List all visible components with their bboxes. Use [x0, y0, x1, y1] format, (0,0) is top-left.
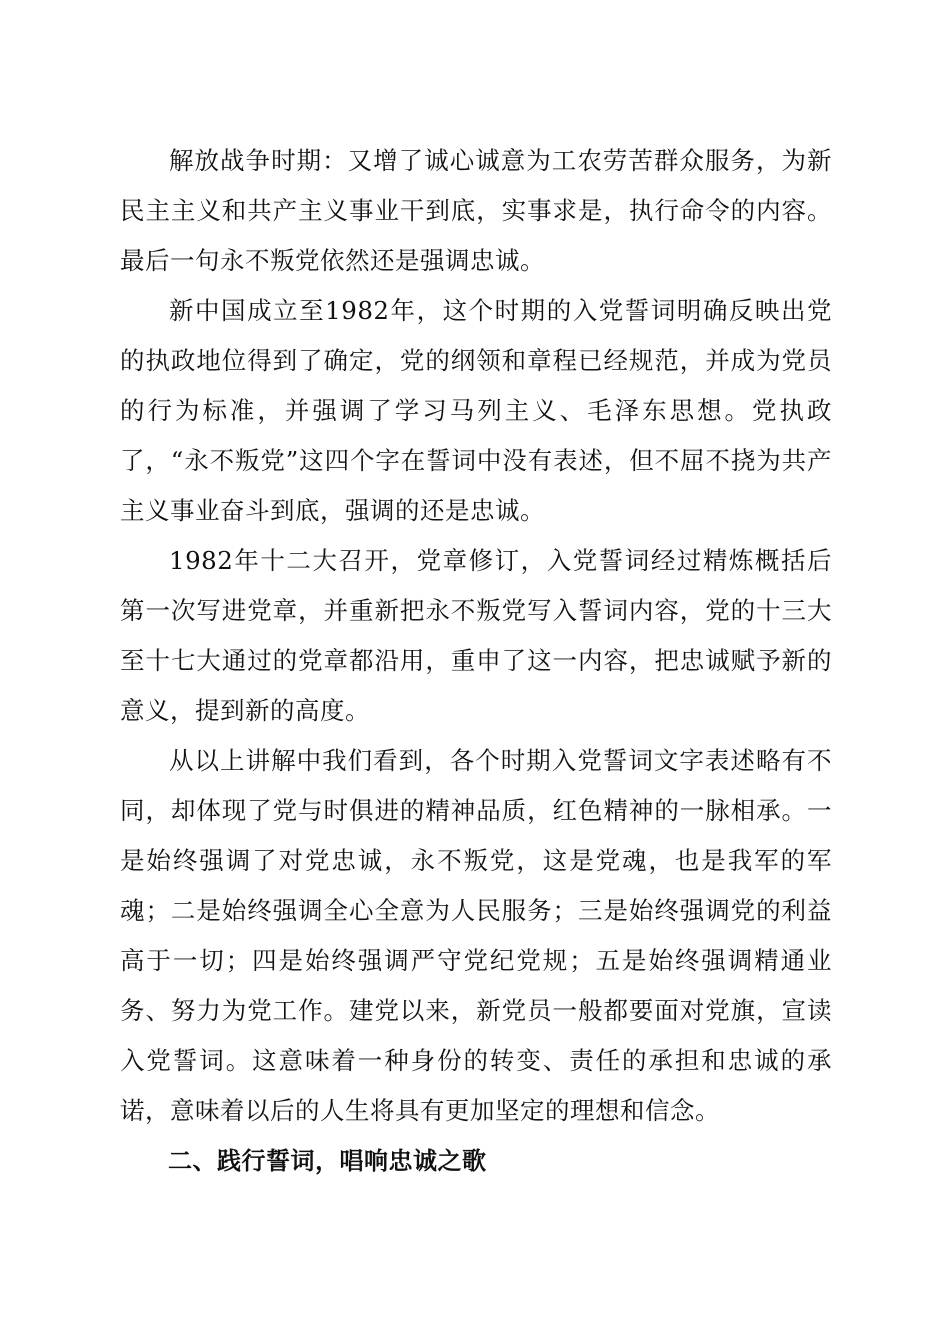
paragraph-1982-twelfth-congress: 1982年十二大召开，党章修订，入党誓词经过精炼概括后第一次写进党章，并重新把永不叛党写入誓词内容，党的十三大至十七大通过的党章都沿用，重申了这一内容，把忠诚赋予新的意义，提到新的高度。: [120, 546, 832, 725]
document-body: [120, 136, 832, 1186]
paragraph-new-china-to-1982: 新中国成立至1982年，这个时期的入党誓词明确反映出党的执政地位得到了确定，党的纲领和章程已经规范，并成为党员的行为标准，并强调了学习马列主义、毛泽东思想。党执政了，“永不叛党”这四个字在誓词中没有表述，但不屈不挠为共产主义事业奋斗到底，强调的还是忠诚。: [120, 296, 832, 525]
paragraph-summary: 从以上讲解中我们看到，各个时期入党誓词文字表述略有不同，却体现了党与时俱进的精神品质，红色精神的一脉相承。一是始终强调了对党忠诚，永不叛党，这是党魂，也是我军的军魂；二是始终强调全心全意为人民服务；三是始终强调党的利益高于一切；四是始终强调严守党纪党规；五是始终强调精通业务、努力为党工作。建党以来，新党员一般都要面对党旗，宣读入党誓词。这意味着一种身份的转变、责任的承担和忠诚的承诺，意味着以后的人生将具有更加坚定的理想和信念。: [120, 746, 832, 1125]
paragraph-liberation-war-period: 解放战争时期：又增了诚心诚意为工农劳苦群众服务，为新民主主义和共产主义事业干到底，实事求是，执行命令的内容。最后一句永不叛党依然还是强调忠诚。: [120, 146, 832, 275]
section-heading: 二、践行誓词，唱响忠诚之歌: [168, 1147, 487, 1175]
